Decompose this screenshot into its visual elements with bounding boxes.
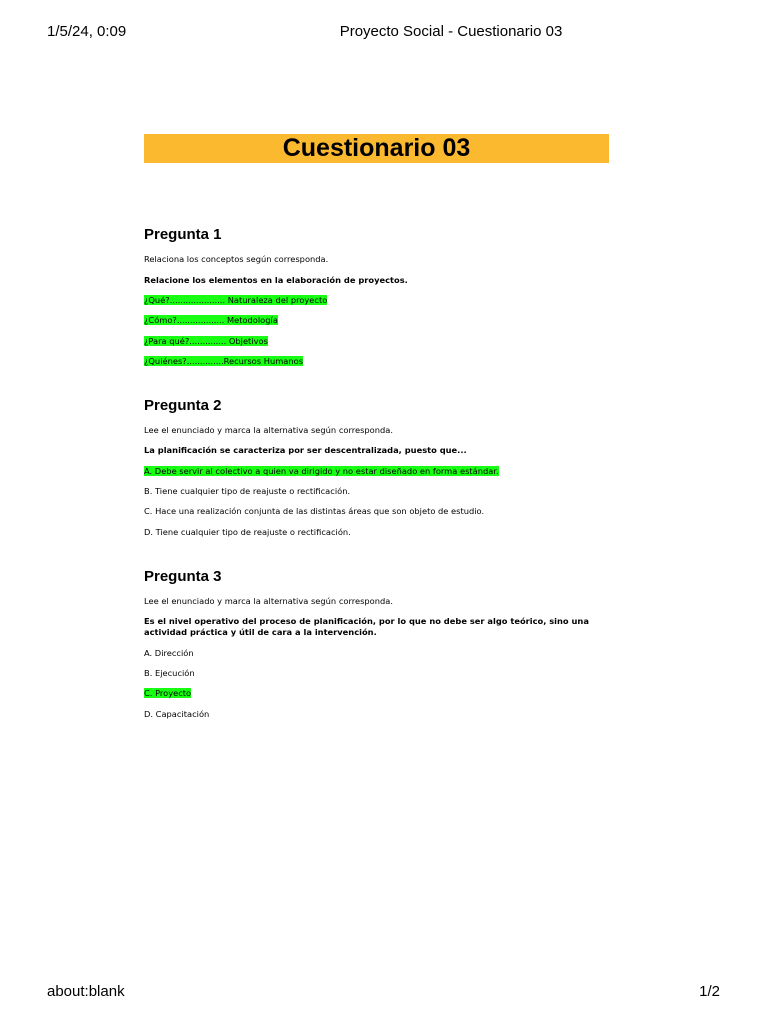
title-banner [144,134,609,163]
question-statement: La planificación se caracteriza por ser descentralizada, puesto que... [144,445,467,456]
option-item: ¿Cómo?.................. Metodología [144,315,278,326]
question-3 [144,568,614,720]
print-url: about:blank [47,983,125,1000]
question-2 [144,397,614,538]
question-heading: Pregunta 1 [144,226,222,243]
option-item: ¿Para qué?.............. Objetivos [144,335,268,346]
question-1 [144,226,614,367]
option-item: B. Ejecución [144,668,195,679]
option-item: D. Tiene cualquier tipo de reajuste o rectificación. [144,526,351,537]
question-instruction: Relaciona los conceptos según corresponda. [144,254,329,264]
option-item: D. Capacitación [144,708,210,719]
option-item: C. Hace una realización conjunta de las distintas áreas que son objeto de estudio. [144,506,485,517]
options-list [144,648,614,720]
option-item: A. Debe servir al colectivo a quien va dirigido y no estar diseñado en forma estándar. [144,465,499,476]
document-title: Cuestionario 03 [282,134,471,162]
option-item: B. Tiene cualquier tipo de reajuste o rectificación. [144,486,351,497]
option-item: ¿Qué?..................... Naturaleza del proyecto [144,295,328,305]
options-list [144,295,614,367]
question-heading: Pregunta 2 [144,396,222,414]
question-statement: Relacione los elementos en la elaboración de proyectos. [144,274,408,285]
options-list [144,466,614,538]
questionnaire [144,226,614,750]
question-instruction: Lee el enunciado y marca la alternativa según corresponda. [144,595,393,606]
option-item: A. Dirección [144,647,194,658]
question-statement: Es el nivel operativo del proceso de planificación, por lo que no debe ser algo teórico, sino una actividad práctica y útil de cara a la intervención. [144,616,589,638]
print-page-number: 1/2 [699,983,720,1000]
print-page-title: Proyecto Social - Cuestionario 03 [339,23,563,40]
option-item: C. Proyecto [144,688,192,699]
question-instruction: Lee el enunciado y marca la alternativa según corresponda. [144,424,393,435]
question-heading: Pregunta 3 [144,567,222,585]
print-timestamp: 1/5/24, 0:09 [47,23,127,40]
option-item: ¿Quiénes?..............Recursos Humanos [144,355,304,366]
